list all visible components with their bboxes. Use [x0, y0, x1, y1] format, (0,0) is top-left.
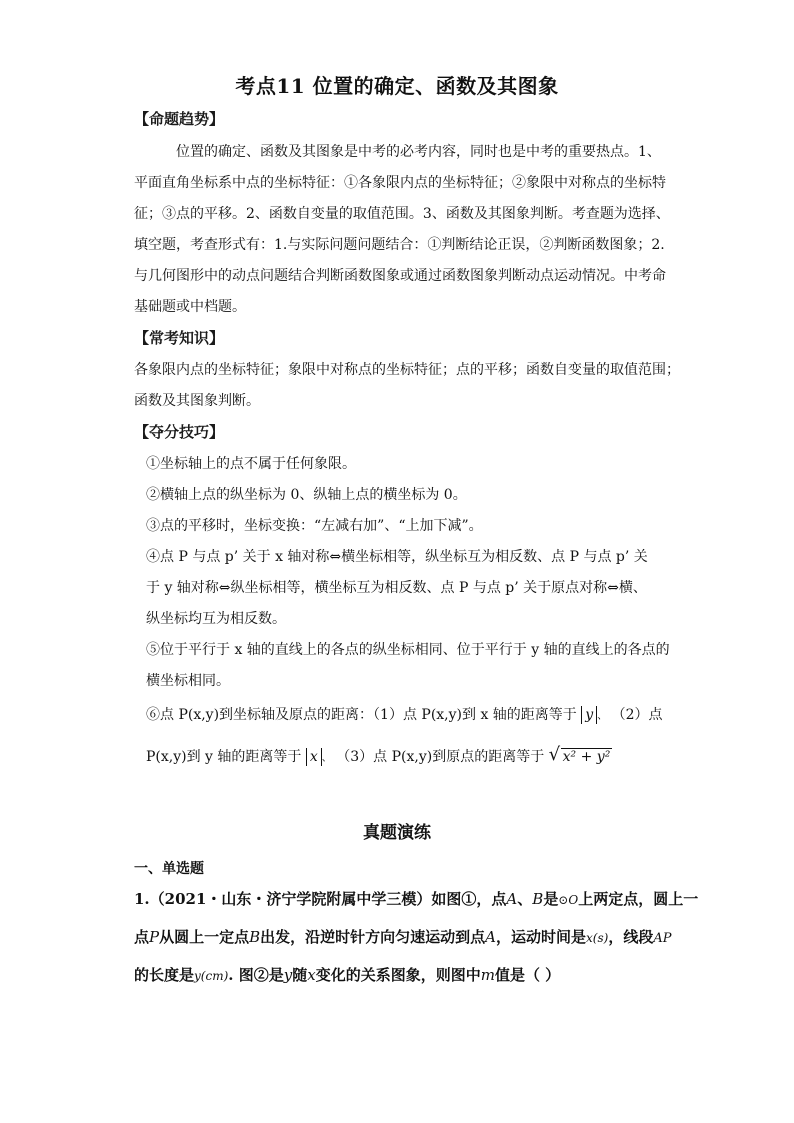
abs-y-formula: y: [581, 706, 597, 724]
q1-text: 的长度是: [134, 966, 195, 984]
q1-text: 从圆上一定点: [159, 928, 250, 946]
q1-var-x: x: [307, 966, 316, 984]
q1-var-ap: AP: [653, 931, 672, 946]
skill6-text-c: P(x,y)到 y 轴的距离等于: [146, 749, 302, 765]
q1-text: ，运动时间是: [496, 928, 587, 946]
q1-text: 变化的关系图象，则图中: [315, 966, 481, 984]
trend-line-3: 填空题，考查形式有：1.与实际问题问题结合：①判断结论正误，②判断函数图象；2.: [134, 237, 665, 253]
q1-sep: 、: [517, 890, 533, 908]
sqrt-radicand: x² + y²: [562, 749, 611, 765]
skills-line-4: 于 y 轴对称⇔纵坐标相等，横坐标互为相反数、点 P 与点 p’ 关于原点对称⇔横、: [146, 580, 647, 596]
trend-line-0: 位置的确定、函数及其图象是中考的必考内容，同时也是中考的重要热点。1、: [176, 144, 661, 160]
knowledge-header: 【常考知识】: [134, 329, 225, 347]
q1-var-y: y: [283, 966, 293, 984]
q1-text: . 图②是: [228, 966, 284, 984]
knowledge-line-0: 各象限内点的坐标特征；象限中对称点的坐标特征；点的平移；函数自变量的取值范围；: [134, 362, 680, 378]
dun-mark-1: 、: [597, 711, 608, 722]
q1-text: 点: [134, 928, 150, 946]
q1-var-a: A: [485, 928, 497, 946]
skills-header: 【夺分技巧】: [134, 423, 225, 441]
trend-line-5: 基础题或中档题。: [134, 299, 246, 315]
q1-text: 随: [292, 966, 308, 984]
abs-x-formula: x: [306, 748, 322, 766]
question-1-line-1: [134, 888, 698, 909]
skill6-line-1: [146, 704, 663, 724]
sqrt-formula: √ x² + y²: [548, 744, 611, 765]
q1-text: 1.（2021・山东・济宁学院附属中学三模）如图①，点: [134, 890, 507, 908]
skills-line-0: ①坐标轴上的点不属于任何象限。: [146, 456, 356, 472]
skills-line-2: ③点的平移时，坐标变换：“左减右加”、“上加下减”。: [146, 518, 483, 534]
skill6-text-d: （3）点 P(x,y)到原点的距离等于: [336, 749, 545, 765]
q1-var-b: B: [249, 928, 261, 946]
page-title: 考点11 位置的确定、函数及其图象: [235, 74, 559, 98]
skill6-text-b: （2）点: [611, 707, 663, 723]
trend-line-2: 征；③点的平移。2、函数自变量的取值范围。3、函数及其图象判断。考查题为选择、: [134, 206, 670, 222]
skills-line-1: ②横轴上点的纵坐标为 0、纵轴上点的横坐标为 0。: [146, 487, 467, 503]
q1-var-b: B: [532, 890, 544, 908]
skills-line-7: 横坐标相同。: [146, 673, 230, 689]
trend-header: 【命题趋势】: [134, 110, 225, 128]
q1-var-p: P: [149, 928, 160, 946]
q1-var-ycm: y(cm): [194, 969, 229, 983]
q1-circle-o: ⊙O: [558, 893, 579, 907]
question-1-line-3: [134, 964, 560, 985]
q1-text: 是: [543, 890, 559, 908]
skills-line-3: ④点 P 与点 p’ 关于 x 轴对称⇔横坐标相等，纵坐标互为相反数、点 P 与点 p’ 关: [146, 549, 648, 565]
q1-text: 值是（ ）: [494, 966, 561, 984]
skill6-text-a: ⑥点 P(x,y)到坐标轴及原点的距离：（1）点 P(x,y)到 x 轴的距离等于: [146, 707, 577, 723]
trend-line-1: 平面直角坐标系中点的坐标特征：①各象限内点的坐标特征；②象限中对称点的坐标特: [134, 175, 666, 191]
practice-subtitle: 一、单选题: [134, 861, 204, 877]
skills-line-5: 纵坐标均互为相反数。: [146, 611, 286, 627]
q1-text: ，线段: [608, 928, 654, 946]
q1-var-m: m: [480, 966, 495, 984]
skills-line-6: ⑤位于平行于 x 轴的直线上的各点的纵坐标相同、位于平行于 y 轴的直线上的各点的: [146, 642, 670, 658]
dun-mark-2: 、: [321, 753, 332, 764]
q1-var-a: A: [506, 890, 518, 908]
question-1-line-2: [134, 926, 671, 947]
knowledge-line-1: 函数及其图象判断。: [134, 393, 260, 409]
q1-text: 出发，沿逆时针方向匀速运动到点: [260, 928, 486, 946]
skill6-line-2: [146, 746, 612, 766]
practice-title: 真题演练: [363, 823, 431, 843]
q1-var-xs: x(s): [586, 931, 609, 945]
trend-line-4: 与几何图形中的动点问题结合判断函数图象或通过函数图象判断动点运动情况。中考命: [134, 268, 666, 284]
q1-text: 上两定点，圆上一: [578, 890, 699, 908]
